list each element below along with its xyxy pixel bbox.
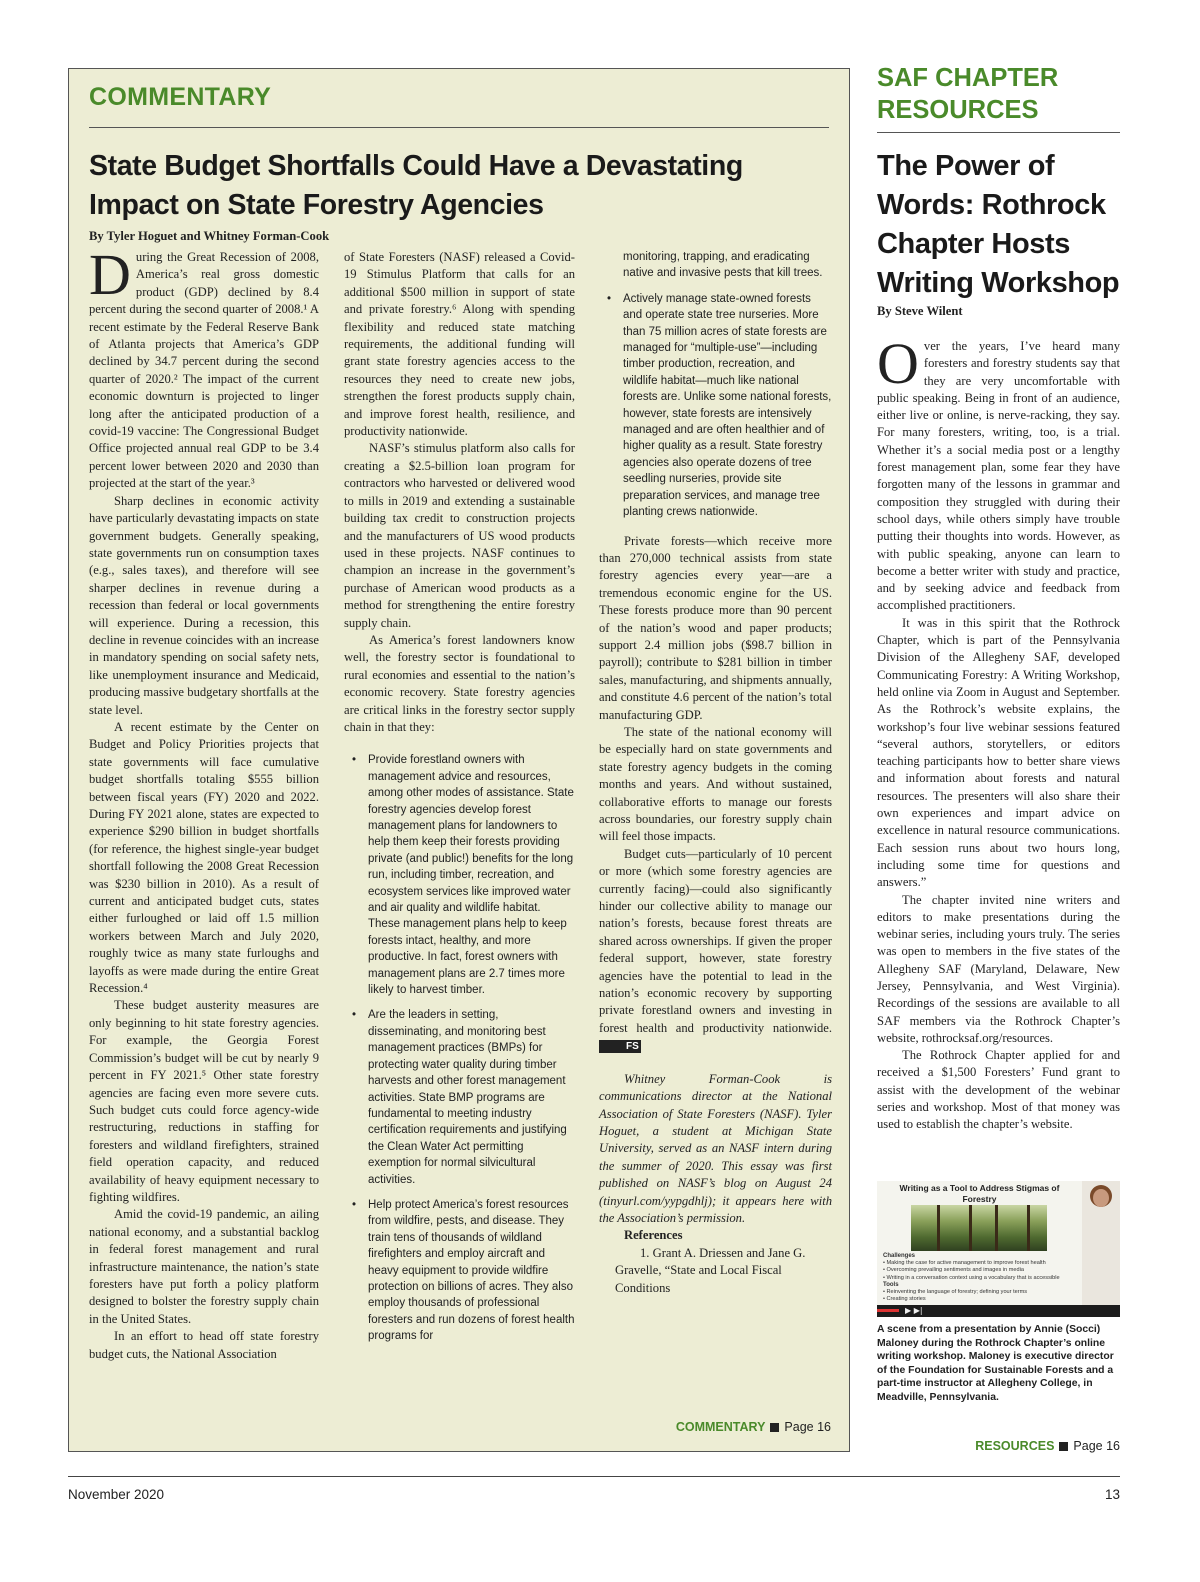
commentary-paragraph: These budget austerity measures are only beginning to hit state forestry agencies. For example, the Georgia Forest Commission’s budget will be cut by nearly 9 percent in FY 2021.⁵ Other state forestry agencies are facing even more severe cuts. Such budget cuts could force agency-wide restructuring, reductions in staffing for foresters and wildland firefighters, strained field operation capacity, and reduced availability of heavy equipment necessary to fighting wildfires. [89, 998, 319, 1204]
references-heading: References [624, 1228, 683, 1243]
saf-section-label: SAF CHAPTER RESOURCES [877, 64, 1059, 124]
agency-role-list-continued [599, 291, 832, 521]
presentation-slide [877, 1181, 1082, 1305]
commentary-continued-link[interactable]: COMMENTARY Page 16 [675, 1420, 831, 1434]
slide-text: Challenges • Making the case for active management to improve forest health • Overcoming prevailing sentiments and images in media • Writing in a conversation context using a vocabulary that is accessible Tools • Reinventing the language of forestry; defining your terms • Creating stories [883, 1253, 1060, 1303]
commentary-column-3 [599, 249, 832, 1297]
list-item: • Provide forestland owners with management advice and resources, among other modes of assistance. State forestry agencies develop forest management plans for landowners to help them keep their forests providing private (and public!) benefits for the long run, including timber, recreation, and ecosystem services like improved water and air quality and wildlife habitat. These management plans help to keep forests intact, healthy, and more productive. In fact, forest owners with management plans are 2.7 times more likely to harvest timber. [352, 754, 574, 997]
agency-role-list [344, 752, 575, 1344]
slide-title: Writing as a Tool to Address Stigmas of Forestry [899, 1183, 1060, 1204]
commentary-dropcap: D [89, 242, 131, 307]
commentary-column-2 [344, 249, 575, 1354]
list-item: • Are the leaders in setting, disseminating, and monitoring best management practices (BMPs) for protecting water quality during timber harvests and other forest management activities. State BMP programs are fundamental to meeting industry certification requirements and justifying the Clean Water Act permitting exemption for normal silvicultural activities. [352, 1009, 567, 1186]
video-player-bar[interactable] [877, 1305, 1120, 1317]
end-mark-icon: FS [599, 1040, 641, 1053]
square-icon [1059, 1442, 1068, 1451]
photo-caption: A scene from a presentation by Annie (Socci) Maloney during the Rothrock Chapter’s online writing workshop. Maloney is executive director of the Foundation for Sustainable Forests and a part-time instructor at Allegheny College, in Meadville, Pennsylvania. [877, 1324, 1114, 1403]
bullet-icon: • [607, 292, 612, 305]
commentary-title: State Budget Shortfalls Could Have a Devastating Impact on State Forestry Agencies [89, 150, 743, 221]
saf-byline: By Steve Wilent [877, 304, 963, 318]
saf-divider [877, 132, 1120, 133]
saf-title: The Power of Words: Rothrock Chapter Hosts Writing Workshop [877, 150, 1120, 299]
commentary-paragraph: Amid the covid-19 pandemic, an ailing national economy, and a substantial backlog in federal forest management and rural infrastructure maintenance, the nation’s state foresters have put forth a policy platform designed to bolster the forestry supply chain in the United States. [89, 1207, 319, 1326]
presenter-video [1082, 1181, 1120, 1305]
reference-item: 1. Grant A. Driessen and Jane G. Gravelle, “State and Local Fiscal Conditions [615, 1245, 806, 1295]
footer-date: November 2020 [68, 1487, 165, 1502]
resources-continued-link[interactable]: RESOURCES Page 16 [975, 1439, 1120, 1453]
commentary-box [68, 68, 850, 1452]
commentary-paragraph: As America’s forest landowners know well, the forestry sector is foundational to rural economies and essential to the nation’s economic recovery. State forestry agencies are critical links in the forestry sector supply chain in that they: [344, 632, 575, 734]
list-item-continuation: monitoring, trapping, and eradicating native and invasive pests that kill trees. [623, 251, 823, 280]
saf-dropcap: O [877, 331, 919, 396]
author-bio: Whitney Forman-Cook is communications director at the National Association of State Foresters (NASF). Tyler Hoguet, a student at Michigan State University, served as an NASF intern during the summer of 2020. This essay was first published on NASF’s blog on August 24 (tinyurl.com/yypgdhlj); it appears here with the Association’s permission. [599, 1071, 832, 1225]
commentary-paragraph: During the Great Recession of 2008, America’s real gross domestic product (GDP) declined by 8.4 percent during the second quarter of 2008.¹ A recent estimate by the Federal Reserve Bank of Atlanta projects that America’s GDP declined by 34.7 percent during the second quarter of 2020.² The impact of the current economic downturn is projected to linger long after the anticipated production of a covid-19 vaccine: The Congressional Budget Office projected annual real GDP to be 3.4 percent lower between 2020 and 2030 than projected at the start of the year.³ [89, 242, 319, 491]
footer-divider [68, 1476, 1120, 1477]
video-progress[interactable] [877, 1309, 899, 1312]
saf-paragraph: The Rothrock Chapter applied for and received a $1,500 Foresters’ Fund grant to assist with the development of the webinar series and workshop. Most of that money was used to establish the chapter’s website. [877, 1048, 1120, 1132]
commentary-paragraph: Sharp declines in economic activity have particularly devastating impacts on state government budgets. Generally speaking, state governments run on consumption taxes (e.g., sales taxes), and therefore will see sharper declines in revenue during a recession than federal or local governments will experience. During a recession, this decline in revenue coincides with an increase in mandatory spending on social safety nets, like unemployment insurance and Medicaid, producing massive budgetary shortfalls at the state level. [89, 493, 319, 717]
commentary-paragraph: In an effort to head off state forestry budget cuts, the National Association [89, 1329, 319, 1361]
footer-page-number: 13 [1104, 1487, 1120, 1502]
commentary-paragraph: A recent estimate by the Center on Budget and Policy Priorities projects that state governments will face cumulative budget shortfalls totaling $555 billion between fiscal years (FY) 2020 and 2022. During FY 2021 alone, states are expected to experience $290 billion in budget shortfalls (for reference, the highest single-year budget shortfall following the 2008 Great Recession was $230 billion in 2010). As a result of current and anticipated budget cuts, states either furloughed or laid off 1.5 million workers between March and July 2020, roughly twice as many state furloughs and layoffs as were made during the entire Great Recession.⁴ [89, 719, 319, 996]
commentary-paragraph: of State Foresters (NASF) released a Covid-19 Stimulus Platform that calls for an additional $500 million in support of state and private forestry.⁶ Along with spending flexibility and reduced state matching requirements, the additional funding will grant state forestry agencies access to the resources they need to create new jobs, strengthen the forest products supply chain, and improve forest health, resilience, and productivity nationwide. [344, 250, 575, 439]
list-item: • Help protect America’s forest resources from wildfire, pests, and disease. They train tens of thousands of wildland firefighters and employ aircraft and heavy equipment to provide wildfire protection on billions of acres. They also employ thousands of professional foresters and run dozens of forest health programs for [352, 1198, 575, 1343]
commentary-section-label: COMMENTARY [89, 83, 272, 111]
saf-paragraph: Over the years, I’ve heard many foresters and forestry students say that they are very uncomfortable with public speaking. Being in front of an audience, either live or online, is nerve-racking, they say. For many foresters, writing, too, is a trial. Whether it’s a social media post or a lengthy forest management plan, some fear they have forgotten many of the lessons in grammar and composition they struggled with during their school days, while others simply have trouble putting their thoughts into words. However, as with public speaking, anyone can learn to become a better writer with study and practice, and by seeking advice and feedback from accomplished practitioners. [877, 331, 1120, 613]
commentary-byline: By Tyler Hoguet and Whitney Forman-Cook [89, 229, 330, 243]
commentary-divider [89, 127, 829, 128]
saf-paragraph: The chapter invited nine writers and editors to make presentations during the webinar series, including yours truly. The series was open to members in the five states of the Allegheny SAF (Maryland, Delaware, New Jersey, Pennsylvania, and West Virginia). Recordings of the sessions are available to all SAF members via the Rothrock Chapter’s website, rothrocksaf.org/resources. [877, 892, 1120, 1045]
commentary-paragraph: Private forests—which receive more than 270,000 technical assists from state forestry agencies every year—are a tremendous economic engine for the US. These forests produce more than 90 percent of the nation’s wood and paper products; support 2.4 million jobs ($98.7 billion in payroll); contribute to $281 billion in timber sales, manufacturing, and shipments annually, and constitute 4.6 percent of the nation’s total manufacturing GDP. [599, 533, 832, 722]
saf-paragraph: It was in this spirit that the Rothrock Chapter, which is part of the Pennsylvania Division of the Allegheny SAF, developed Communicating Forestry: A Writing Workshop, held online via Zoom in August and September. As the Rothrock’s website explains, the workshop’s four live webinar sessions featured “several authors, storytellers, or editors teaching participants how to better share views and information about forests and natural resources. The presenters will also share their own experiences and impart advice on excellence in natural resource communications. Each session runs about two hours long, including some time for questions and answers.” [877, 615, 1120, 890]
saf-article-body [877, 331, 1120, 1134]
commentary-column-1 [89, 242, 319, 1363]
commentary-paragraph: The state of the national economy will be especially hard on state governments and state forestry agency budgets in the coming months and years. And without sustained, collaborative efforts to manage our forests across boundaries, our forestry supply chain will feel those impacts. [599, 724, 832, 844]
bullet-icon: • [352, 1198, 357, 1211]
list-item: • Actively manage state-owned forests and operate state tree nurseries. More than 75 million acres of state forests are managed for “multiple-use”—including timber production, recreation, and wildlife habitat—much like national forests are. Unlike some national forests, however, state forests are intensively managed and are often healthier and of higher quality as a result. State forestry agencies also operate dozens of tree seedling nurseries, provide site preparation services, and manage tree planting crews nationwide. [607, 292, 832, 519]
workshop-photo [877, 1181, 1120, 1317]
square-icon [770, 1423, 779, 1432]
bullet-icon: • [352, 1009, 357, 1022]
commentary-paragraph: NASF’s stimulus platform also calls for creating a $2.5-billion loan program for contractors who harvested or delivered wood to mills in 2019 and extending a sustainable building tax credit to construction projects and the manufacturers of US wood products used in these projects. NASF continues to champion an increase in the government’s purchase of American wood products as a method for strengthening the entire forestry supply chain. [344, 441, 575, 630]
bullet-icon: • [352, 754, 357, 767]
commentary-paragraph: Budget cuts—particularly of 10 percent or more (which some forestry agencies are currently facing)—could also significantly hinder our collective ability to manage our nation’s forests, because forest threats are shared across ownerships. If given the proper federal support, however, state forestry agencies have the potential to lead in the nation’s economic recovery by supporting private forestland owners and investing in forest health and productivity nationwide. FS [599, 846, 832, 1053]
play-icon[interactable]: ▶ ▶| [905, 1306, 923, 1315]
